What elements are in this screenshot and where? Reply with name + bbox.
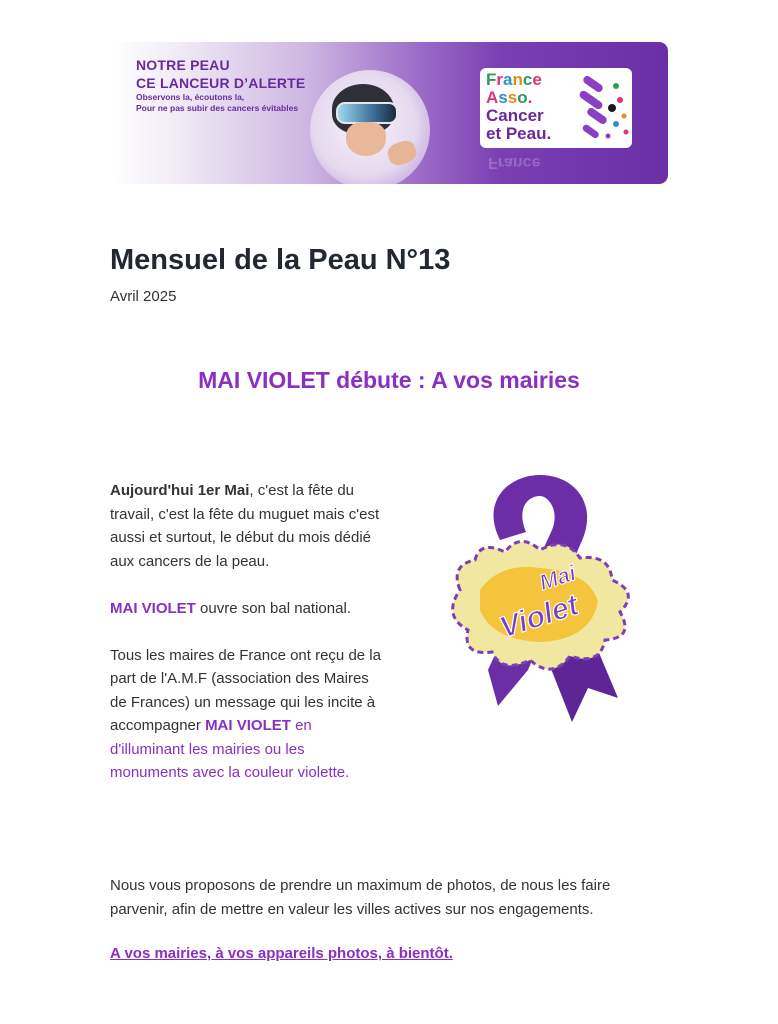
cta-link[interactable]: A vos mairies, à vos appareils photos, à bientôt. xyxy=(110,945,453,962)
association-logo-text xyxy=(486,71,551,143)
intro-bold: Aujourd'hui 1er Mai xyxy=(110,482,250,499)
logo-dots-icon xyxy=(572,74,630,144)
mai-violet-ribbon-image xyxy=(440,470,650,728)
article-headline: MAI VIOLET débute : A vos mairies xyxy=(198,367,580,393)
paragraph-intro xyxy=(110,479,382,573)
ribbon-label-mai: Mai xyxy=(536,560,579,596)
header-banner[interactable] xyxy=(110,42,668,184)
logo-reflection: France xyxy=(488,154,541,171)
newsletter-date: Avril 2025 xyxy=(110,288,177,305)
logo-word-peau: et Peau. xyxy=(486,124,552,143)
paragraph-mairies xyxy=(110,644,382,785)
skier-goggles-illustration xyxy=(336,102,398,124)
ribbon-label-violet: Violet xyxy=(495,588,583,645)
logo-word-cancer: Cancer xyxy=(486,106,544,125)
newsletter-title: Mensuel de la Peau N°13 xyxy=(110,244,451,276)
paragraph-photos: Nous vous proposons de prendre un maximum de photos, de nous les faire parvenir, afin de mettre en valeur les villes actives sur nos engagements. xyxy=(110,877,611,918)
paragraph-mai-violet xyxy=(110,597,382,621)
association-logo[interactable] xyxy=(480,68,632,148)
mairies-text-end: en d'illuminant les mairies ou les monuments avec la couleur violette. xyxy=(110,717,350,781)
banner-slogan-line1: NOTRE PEAU xyxy=(136,57,230,73)
mai-violet-text: ouvre son bal national. xyxy=(195,599,351,617)
intro-text: , c'est la fête du travail, c'est la fête du muguet mais c'est aussi et surtout, le début du mois dédié aux cancers de la peau. xyxy=(110,482,380,570)
logo-word-asso: Asso. xyxy=(486,88,533,107)
banner-tagline-line2: Pour ne pas subir des cancers évitables xyxy=(136,103,299,113)
skier-face-illustration xyxy=(346,122,386,156)
mairies-bold: MAI VIOLET xyxy=(205,717,291,734)
banner-tagline-line1: Observons la, écoutons la, xyxy=(136,92,245,102)
banner-slogan-line2: CE LANCEUR D’ALERTE xyxy=(136,75,306,91)
logo-word-france: France xyxy=(486,70,542,89)
mai-violet-bold: MAI VIOLET xyxy=(110,599,196,617)
article-intro xyxy=(110,479,382,785)
banner-slogan xyxy=(136,56,305,114)
mairies-text-start: Tous les maires de France ont reçu de la part de l'A.M.F (association des Maires de Frances) un message qui les incite à accompagner xyxy=(110,646,381,734)
